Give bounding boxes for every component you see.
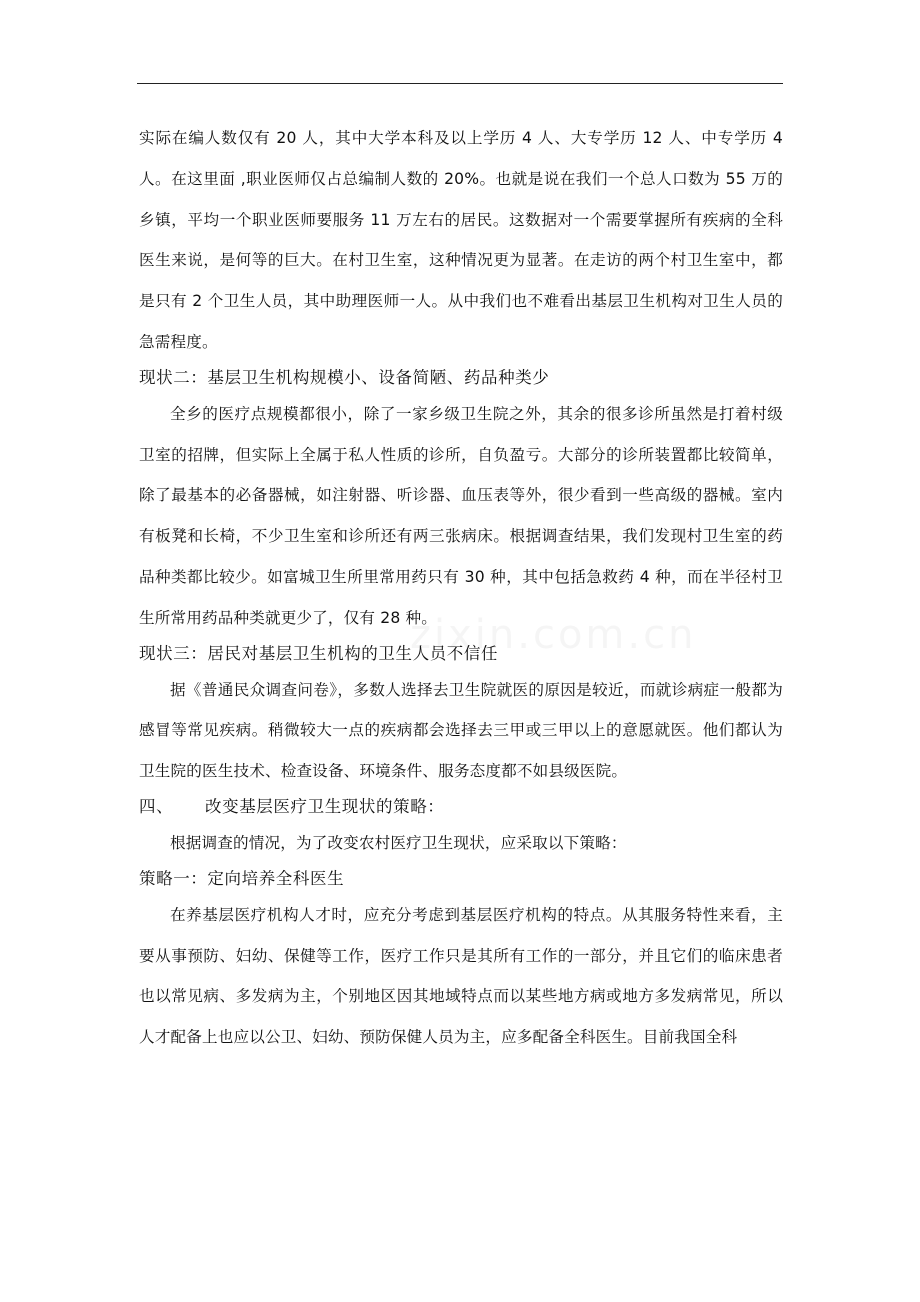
body-paragraph: 据《普通民众调查问卷》，多数人选择去卫生院就医的原因是较近，而就诊病症一般都为感冒等常见疾病。稍微较大一点的疾病都会选择去三甲或三甲以上的意愿就医。他们都认为卫生院的医生技术、检查设备、环境条件、服务态度都不如县级医院。 xyxy=(139,680,783,781)
body-paragraph: 根据调查的情况，为了改变农村医疗卫生现状，应采取以下策略： xyxy=(170,833,627,852)
document-body xyxy=(139,118,783,1058)
section-title: 改变基层医疗卫生现状的策略： xyxy=(205,796,445,816)
body-paragraph: 全乡的医疗点规模都很小，除了一家乡级卫生院之外，其余的很多诊所虽然是打着村级卫室的招牌，但实际上全属于私人性质的诊所，自负盈亏。大部分的诊所装置都比较简单，除了最基本的必备器械，如注射器、听诊器、血压表等外，很少看到一些高级的器械。室内有板凳和长椅，不少卫生室和诊所还有两三张病床。根据调查结果，我们发现村卫生室的药品种类都比较少。如富城卫生所里常用药只有 30 种，其中包括急救药 4 种，而在半径村卫生所常用药品种类就更少了，仅有 28 种。 xyxy=(139,404,783,627)
body-paragraph: 实际在编人数仅有 20 人，其中大学本科及以上学历 4 人、大专学历 12 人、中专学历 4 人。在这里面 ,职业医师仅占总编制人数的 20%。也就是说在我们一个总人口数为 55 万的乡镇，平均一个职业医师要服务 11 万左右的居民。这数据对一个需要掌握所有疾病的全科医生来说，是何等的巨大。在村卫生室，这种情况更为显著。在走访的两个村卫生室中，都是只有 2 个卫生人员，其中助理医师一人。从中我们也不难看出基层卫生机构对卫生人员的急需程度。 xyxy=(139,129,783,351)
section-heading: 现状三：居民对基层卫生机构的卫生人员不信任 xyxy=(139,643,499,663)
header-rule xyxy=(137,83,783,84)
section-heading: 现状二：基层卫生机构规模小、设备简陋、药品种类少 xyxy=(139,367,550,387)
section-number: 四、 xyxy=(139,796,174,816)
watermark: zixin.com.cn xyxy=(410,612,697,658)
section-heading: 策略一：定向培养全科医生 xyxy=(139,868,345,888)
body-paragraph: 在养基层医疗机构人才时，应充分考虑到基层医疗机构的特点。从其服务特性来看，主要从事预防、妇幼、保健等工作，医疗工作只是其所有工作的一部分，并且它们的临床患者也以常见病、多发病为主，个别地区因其地域特点而以某些地方病或地方多发病常见，所以人才配备上也应以公卫、妇幼、预防保健人员为主，应多配备全科医生。目前我国全科 xyxy=(139,905,783,1047)
numbered-section-heading xyxy=(139,792,783,823)
